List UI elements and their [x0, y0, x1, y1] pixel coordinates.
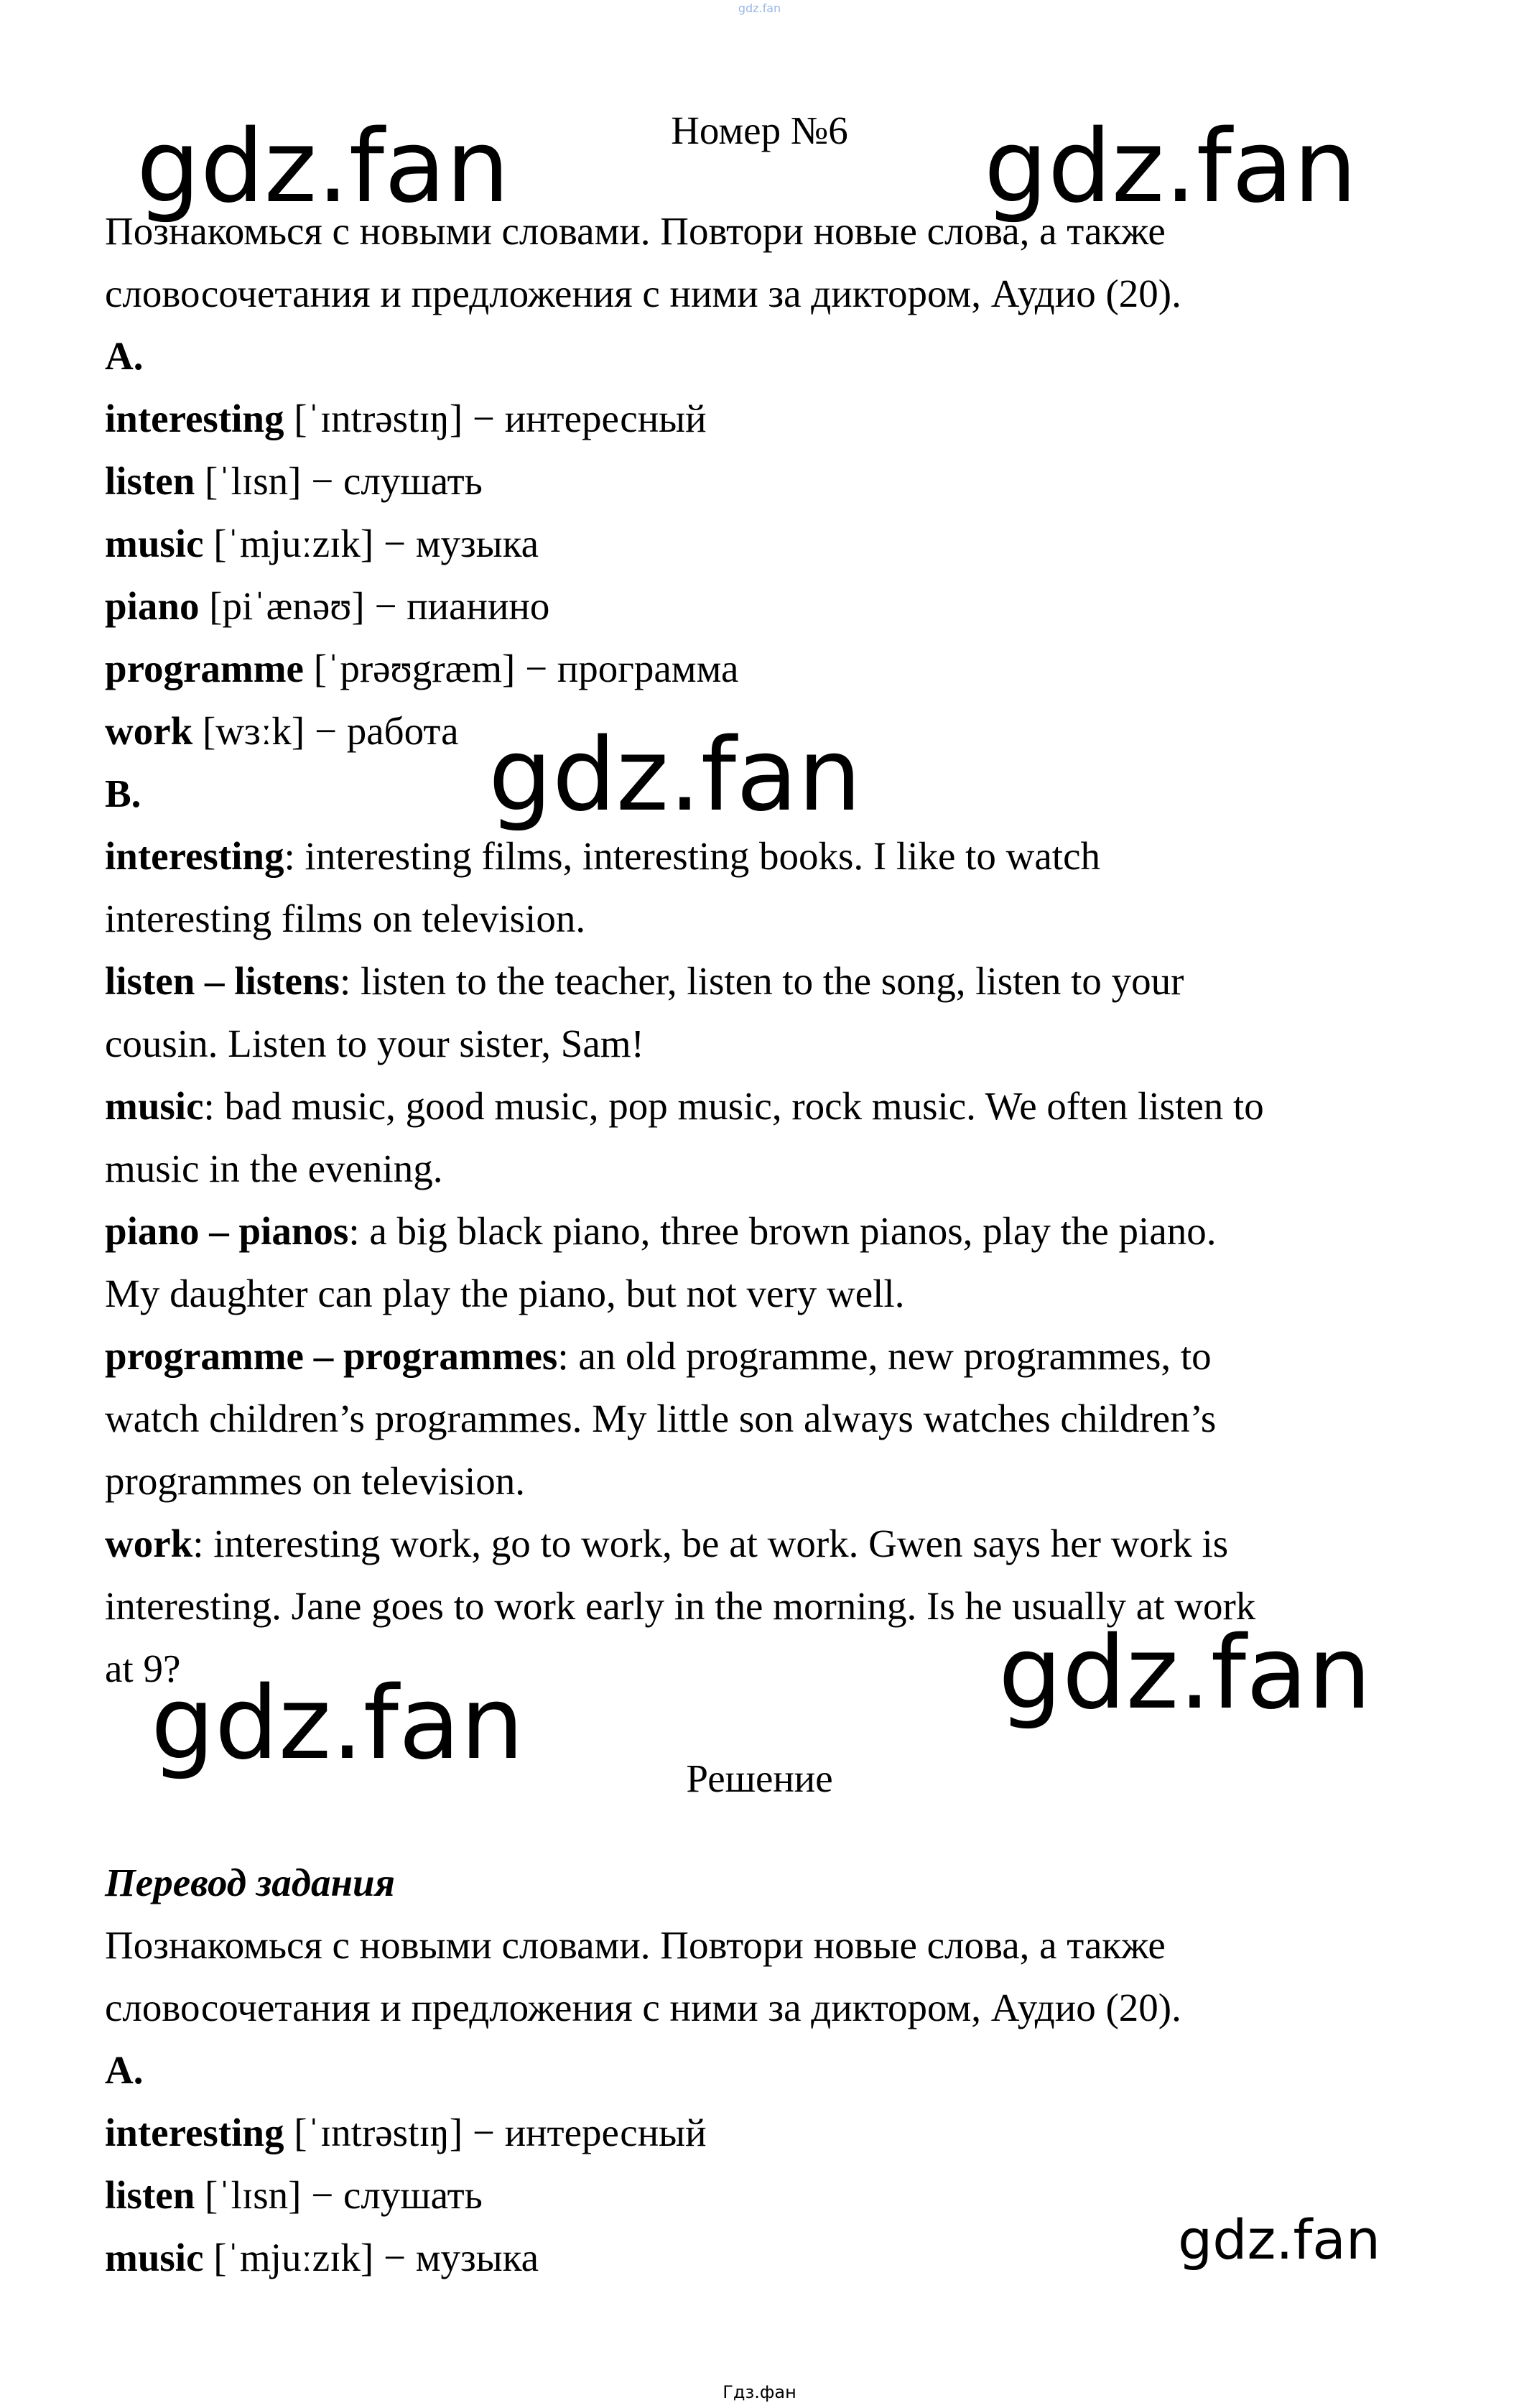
- vocab-word: music: [105, 522, 204, 565]
- vocab-word: interesting: [105, 397, 284, 440]
- watermark: gdz.fan: [151, 1665, 524, 1782]
- vocab-item: [105, 521, 539, 567]
- section-b-line: [105, 1521, 1228, 1567]
- watermark: gdz.fan: [136, 108, 510, 226]
- bold-term: programme – programmes: [105, 1334, 558, 1378]
- task-intro-line-2: словосочетания и предложения с ними за диктором, Аудио (20).: [105, 272, 1181, 315]
- line-text: : a big black piano, three brown pianos, play the piano.: [348, 1209, 1217, 1253]
- vocab-item: [105, 583, 549, 629]
- vocab-word: piano: [105, 584, 200, 628]
- footer-watermark: Гдз.фан: [723, 2382, 796, 2402]
- line-text: cousin. Listen to your sister, Sam!: [105, 1022, 644, 1065]
- vocab-definition: [ˈɪntrəstɪŋ] − интересный: [284, 2111, 707, 2154]
- line-text: watch children’s programmes. My little son always watches children’s: [105, 1397, 1217, 1440]
- bold-term: piano – pianos: [105, 1209, 349, 1253]
- line-text: music in the evening.: [105, 1147, 443, 1190]
- bold-term: work: [105, 1522, 193, 1565]
- line-text: My daughter can play the piano, but not very well.: [105, 1272, 905, 1315]
- section-b-line: [105, 958, 1184, 1004]
- section-b-line: [105, 1021, 644, 1067]
- section-b-line: [105, 1146, 442, 1192]
- line-text: interesting. Jane goes to work early in the morning. Is he usually at work: [105, 1584, 1256, 1628]
- watermark: gdz.fan: [998, 1615, 1372, 1732]
- translation-vocab-item: [105, 2110, 707, 2156]
- line-text: : interesting work, go to work, be at work. Gwen says her work is: [192, 1522, 1229, 1565]
- vocab-item: [105, 458, 483, 504]
- line-text: : an old programme, new programmes, to: [557, 1334, 1212, 1378]
- page-title: Номер №6: [671, 108, 848, 152]
- vocab-word: work: [105, 709, 193, 753]
- bold-term: music: [105, 1084, 204, 1128]
- vocab-definition: [wɜːk] − работа: [192, 709, 459, 753]
- section-a-label: [105, 333, 143, 379]
- vocab-word: interesting: [105, 2111, 284, 2154]
- line-text: : bad music, good music, pop music, rock music. We often listen to: [203, 1084, 1264, 1128]
- line-text: at 9?: [105, 1647, 181, 1690]
- section-b-label: [105, 771, 141, 817]
- vocab-word: programme: [105, 647, 304, 690]
- translation-vocab-item: [105, 2172, 483, 2218]
- line-text: : interesting films, interesting books. I like to watch: [284, 834, 1100, 878]
- section-a-label-text: A.: [105, 334, 144, 378]
- vocab-definition: [piˈænəʊ] − пианино: [199, 584, 550, 628]
- watermark: gdz.fan: [488, 717, 862, 834]
- section-b-line: [105, 833, 1100, 879]
- vocab-item: [105, 708, 459, 754]
- watermark: gdz.fan: [984, 108, 1357, 226]
- task-intro-line-1: Познакомься с новыми словами. Повтори новые слова, а также: [105, 209, 1166, 253]
- section-b-label-text: B.: [105, 772, 141, 815]
- vocab-word: music: [105, 2236, 204, 2279]
- section-b-line: [105, 896, 585, 942]
- translation-section-a-label: [105, 2047, 143, 2093]
- vocab-definition: [ˈmjuːzɪk] − музыка: [203, 522, 539, 565]
- vocab-word: listen: [105, 459, 195, 503]
- bold-term: listen – listens: [105, 959, 340, 1003]
- solution-heading: Решение: [686, 1756, 833, 1800]
- section-b-line: [105, 1333, 1212, 1379]
- vocab-definition: [ˈɪntrəstɪŋ] − интересный: [284, 397, 707, 440]
- section-b-line: [105, 1458, 525, 1504]
- vocab-item: [105, 646, 738, 692]
- translation-vocab-item: [105, 2235, 539, 2281]
- vocab-definition: [ˈlɪsn] − слушать: [195, 459, 483, 503]
- header-watermark: gdz.fan: [738, 1, 781, 15]
- vocab-word: listen: [105, 2173, 195, 2217]
- vocab-definition: [ˈlɪsn] − слушать: [195, 2173, 483, 2217]
- section-b-line: [105, 1271, 904, 1317]
- translation-intro-line-1: Познакомься с новыми словами. Повтори новые слова, а также: [105, 1923, 1166, 1967]
- line-text: : listen to the teacher, listen to the song, listen to your: [339, 959, 1184, 1003]
- section-b-line: [105, 1083, 1264, 1129]
- line-text: interesting films on television.: [105, 897, 586, 940]
- section-b-line: [105, 1208, 1216, 1254]
- vocab-item: [105, 396, 707, 442]
- translation-heading: Перевод задания: [105, 1861, 395, 1904]
- line-text: programmes on television.: [105, 1459, 526, 1503]
- vocab-definition: [ˈmjuːzɪk] − музыка: [203, 2236, 539, 2279]
- vocab-definition: [ˈprəʊgræm] − программа: [303, 647, 739, 690]
- translation-intro-line-2: словосочетания и предложения с ними за диктором, Аудио (20).: [105, 1986, 1181, 2029]
- watermark: gdz.fan: [1178, 2208, 1381, 2272]
- section-b-line: [105, 1396, 1216, 1442]
- translation-section-a-label-text: A.: [105, 2048, 144, 2092]
- bold-term: interesting: [105, 834, 284, 878]
